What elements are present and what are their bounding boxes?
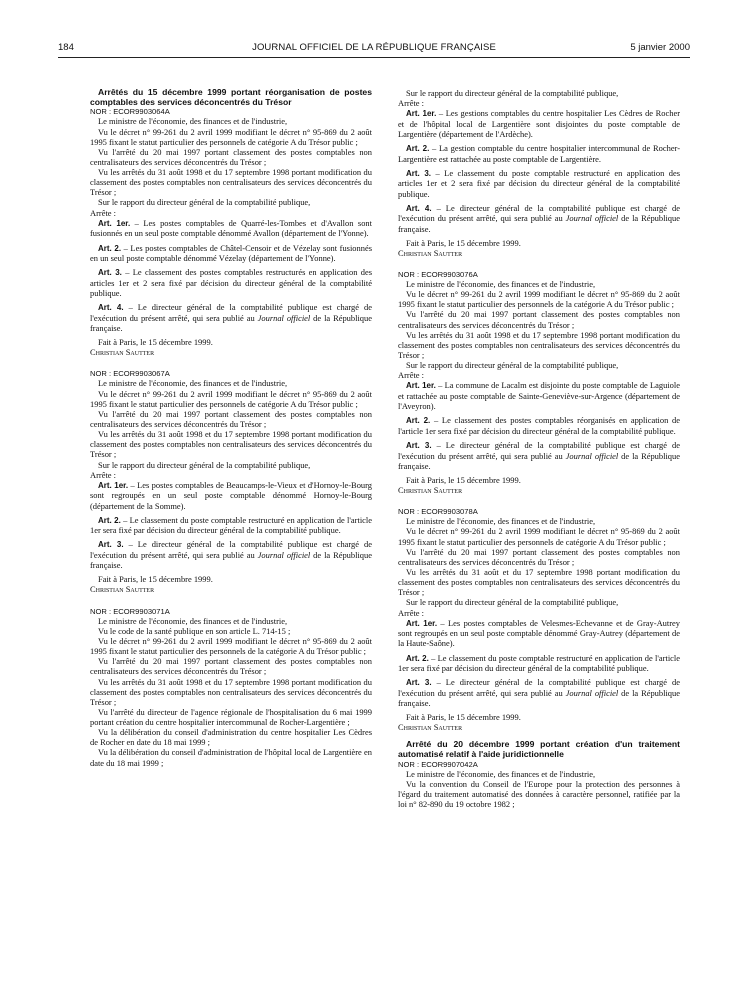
article-text: – Le directeur général de la comptabilité publique est chargé de l'exécution du présent arrêté, qui sera publié au [90,302,372,323]
paragraph: Sur le rapport du directeur général de la comptabilité publique, [406,88,619,98]
paragraph: Vu les arrêtés du 31 août et du 17 septembre 1998 portant modification du classement des postes comptables non centralisateurs des services déconcentrés du Trésor ; [398,567,680,598]
nor-reference: NOR : ECOR9903064A [90,107,170,117]
article [398,380,680,411]
paragraph: Sur le rapport du directeur général de la comptabilité publique, [98,197,311,208]
paragraph: Vu l'arrêté du 20 mai 1997 portant classement des postes comptables non centralisateurs des services déconcentrés du Trésor ; [90,408,372,429]
paragraph: Vu l'arrêté du 20 mai 1997 portant classement des postes comptables non centralisateurs des services déconcentrés du Trésor ; [90,146,372,167]
signature: Christian Sautter [90,347,155,358]
paragraph: Vu le décret n° 99-261 du 2 avril 1999 modifiant le décret n° 95-869 du 2 août 1995 fixant le statut particulier des personnels de catégorie A du Trésor public ; [90,388,372,409]
article-text: – La gestion comptable du centre hospitalier intercommunal de Rocher-Largentière est rattachée au poste comptable de Largentière. [398,143,681,164]
article [398,618,680,649]
article-label: Art. 2. [406,653,429,663]
arrete-heading: Arrête : [398,607,425,618]
journal-officiel-italic: Journal officiel [257,312,311,323]
paragraph: Le ministre de l'économie, des finances et de l'industrie, [406,768,596,779]
article-label: Art. 3. [406,678,432,688]
paragraph: Vu le décret n° 99-261 du 2 avril 1999 modifiant le décret n° 95-869 du 2 août 1995 fixant le statut particulier des personnels de la catégorie A du Trésor public ; [398,289,680,310]
signature: Christian Sautter [398,485,463,496]
article-text: – Les postes comptables de Beaucamps-le-Vieux et d'Hornoy-le-Bourg sont regroupés en un seul poste comptable dénommé Hornoy-le-Bourg (département de la Somme). [90,479,373,511]
signature: Christian Sautter [398,247,463,258]
paragraph: Vu le décret n° 99-261 du 2 avril 1999 modifiant le décret n° 95-869 du 2 août 1995 fixant le statut particulier des personnels de catégorie A du Trésor public ; [90,126,372,147]
article [398,440,680,471]
article-text: de la République française. [90,312,372,333]
journal-officiel-italic: Journal officiel [565,450,619,461]
paragraph: Le ministre de l'économie, des finances et de l'industrie, [406,516,596,527]
journal-officiel-italic: Journal officiel [565,687,619,698]
article [90,302,372,333]
signing-place-date: Fait à Paris, le 15 décembre 1999. [406,712,521,723]
article-label: Art. 1er. [406,618,438,628]
article-text: – Le classement du poste comptable restructuré en application de l'article 1er sera fixé par décision du directeur général de la comptabilité publique. [398,652,680,674]
article-text: – Les postes comptables de Châtel-Censoir et de Vézelay sont fusionnés en un seul poste comptable dénommé Vézelay (département de l'Yonne). [90,242,372,264]
article-label: Art. 1er. [98,218,131,228]
nor-reference: NOR : ECOR9903078A [398,507,478,517]
article [398,677,680,708]
article [90,243,372,264]
signature: Christian Sautter [398,722,463,733]
signing-place-date: Fait à Paris, le 15 décembre 1999. [406,474,521,485]
paragraph: Vu l'arrêté du 20 mai 1997 portant classement des postes comptables non centralisateurs des services déconcentrés du Trésor ; [398,546,680,567]
journal-officiel-italic: Journal officiel [565,213,619,224]
article-label: Art. 4. [98,303,124,313]
nor-reference: NOR : ECOR9903076A [398,269,478,279]
article [90,539,372,570]
paragraph: Sur le rapport du directeur général de la comptabilité publique, [98,459,311,470]
article-label: Art. 4. [406,203,432,213]
paragraph: Vu le code de la santé publique en son article L. 714-15 ; [98,625,291,636]
page-number: 184 [58,42,74,53]
paragraph: Le ministre de l'économie, des finances et de l'industrie, [98,378,288,389]
article-label: Art. 3. [98,268,122,278]
paragraph: Vu les arrêtés du 31 août 1998 et du 17 septembre 1998 portant modification du classement des postes comptables non centralisateurs des services déconcentrés du Trésor ; [398,329,680,361]
paragraph: Sur le rapport du directeur général de la comptabilité publique, [406,360,619,371]
article-text: de la République française. [398,687,680,709]
paragraph: Vu le décret n° 99-261 du 2 avril 1999 modifiant le décret n° 95-869 du 2 août 1995 fixant le statut particulier des personnels de catégorie A du Trésor public ; [398,526,680,547]
nor-reference: NOR : ECOR9907042A [398,759,478,769]
article-label: Art. 2. [98,243,122,253]
signing-place-date: Fait à Paris, le 15 décembre 1999. [406,237,521,248]
journal-officiel-italic: Journal officiel [257,549,311,560]
article-label: Art. 3. [98,540,124,550]
article-label: Art. 2. [406,144,430,154]
arrete-heading: Arrête : [90,469,117,480]
article [398,143,680,164]
article-text: de la République française. [398,213,680,234]
article-label: Art. 1er. [406,109,437,119]
paragraph: Sur le rapport du directeur général de la comptabilité publique, [406,597,619,608]
paragraph: Vu les arrêtés du 31 août 1998 et du 17 septembre 1998 portant modification du classement des postes comptables non centralisateurs des services déconcentrés du Trésor ; [90,167,372,198]
paragraph: Le ministre de l'économie, des finances et de l'industrie, [406,279,596,290]
signing-place-date: Fait à Paris, le 15 décembre 1999. [98,336,213,347]
decree-title: Arrêté du 20 décembre 1999 portant création d'un traitement automatisé relatif à l'aide juridictionnelle [398,739,680,760]
article-label: Art. 3. [406,168,432,178]
article-text: – Le directeur général de la comptabilité publique est chargé de l'exécution du présent arrêté, qui sera publié au [90,539,372,560]
article [398,653,680,674]
right-column [398,88,680,809]
article [90,218,372,239]
running-header [58,42,690,56]
paragraph: Vu la délibération du conseil d'administration de l'hôpital local de Largentière en date du 18 mai 1999 ; [90,747,372,768]
paragraph: Vu la convention du Conseil de l'Europe pour la protection des personnes à l'égard du traitement automatisé des données à caractère personnel, ratifiée par la loi n° 82-890 du 19 octobre 1982 ; [398,778,680,810]
paragraph: Vu l'arrêté du 20 mai 1997 portant classement des postes comptables non centralisateurs des services déconcentrés du Trésor ; [398,309,680,330]
paragraph: Vu les arrêtés du 31 août 1998 et du 17 septembre 1998 portant modification du classement des postes comptables non centralisateurs des services déconcentrés du Trésor ; [90,429,372,460]
paragraph: Le ministre de l'économie, des finances et de l'industrie, [98,116,288,127]
article-text: – Les postes comptables de Quarré-les-Tombes et d'Avallon sont fusionnés en un seul poste comptable dénommé Avallon (département de l'Yonne). [90,217,372,239]
article-label: Art. 3. [406,441,432,451]
arrete-heading: Arrête : [90,207,117,218]
signing-place-date: Fait à Paris, le 15 décembre 1999. [98,574,213,585]
paragraph: Vu le décret n° 99-261 du 2 avril 1999 modifiant le décret n° 95-869 du 2 août 1995 fixant le statut particulier des personnels de la catégorie A du Trésor public ; [90,635,372,657]
article-label: Art. 1er. [98,480,129,490]
paragraph: Vu l'arrêté du directeur de l'agence régionale de l'hospitalisation du 6 mai 1999 portant création du centre hospitalier intercommunal de Rocher-Largentière ; [90,706,372,728]
article [90,515,372,536]
article-label: Art. 2. [98,515,121,525]
signature: Christian Sautter [90,584,155,595]
article-text: – Les gestions comptables du centre hospitalier Les Cèdres de Rocher et de l'hôpital local de Largentière sont disjointes du poste comptable de Largentière (département de l'Ardèche). [398,108,681,140]
paragraph: Vu les arrêtés du 31 août 1998 et du 17 septembre 1998 portant modification du classement des postes comptables non centralisateurs des services déconcentrés du Trésor ; [90,676,372,707]
left-column [90,88,372,768]
paragraph: Vu l'arrêté du 20 mai 1997 portant classement des postes comptables non centralisateurs des services déconcentrés du Trésor ; [90,656,372,677]
article [90,267,372,298]
article [398,108,680,139]
article-text: – Le classement des postes comptables restructurés en application des articles 1er et 2 sera fixé par décision du directeur général de la comptabilité publique. [90,267,373,298]
article-text: – Le classement du poste comptable restructuré en application des articles 1er et 2 sera fixé par décision du directeur général de la comptabilité publique. [398,167,681,199]
arrete-heading: Arrête : [398,370,425,381]
article-text: – Le classement des postes comptables réorganisés en application de l'article 1er sera fixé par décision du directeur général de la comptabilité publique. [398,415,680,436]
article-text: – La commune de Lacalm est disjointe du poste comptable de Laguiole et rattachée au poste comptable de Sainte-Geneviève-sur-Argence (département de l'Aveyron). [398,380,680,412]
paragraph: Vu la délibération du conseil d'administration du centre hospitalier Les Cèdres de Rocher en date du 18 mai 1999 ; [90,727,372,748]
article-text: – Le directeur général de la comptabilité publique est chargé de l'exécution du présent arrêté, qui sera publié au [398,677,680,698]
journal-title: JOURNAL OFFICIEL DE LA RÉPUBLIQUE FRANÇAISE [252,42,496,53]
article-label: Art. 1er. [406,381,436,391]
article [398,415,680,436]
article [398,168,680,199]
article [398,203,680,234]
header-rule [58,57,690,58]
decree-title: Arrêtés du 15 décembre 1999 portant réorganisation de postes comptables des services déconcentrés du Trésor [90,87,372,107]
article-text: de la République française. [90,549,372,571]
arrete-heading: Arrête : [398,98,425,109]
paragraph: Le ministre de l'économie, des finances et de l'industrie, [98,615,288,626]
article [90,480,372,511]
article-text: – Les postes comptables de Velesmes-Echevanne et de Gray-Autrey sont regroupés en un seul poste comptable dénommé Gray-Autrey (département de la Haute-Saône). [398,617,680,649]
article-label: Art. 2. [406,416,431,426]
nor-reference: NOR : ECOR9903067A [90,369,170,379]
article-text: de la République française. [398,450,680,471]
article-text: – Le directeur général de la comptabilité publique est chargé de l'exécution du présent arrêté, qui sera publié au [398,440,680,461]
article-text: – Le classement du poste comptable restructuré en application de l'article 1er sera fixé par décision du directeur général de la comptabilité publique. [90,514,372,536]
nor-reference: NOR : ECOR9903071A [90,606,170,616]
issue-date: 5 janvier 2000 [630,42,690,53]
article-text: – Le directeur général de la comptabilité publique est chargé de l'exécution du présent arrêté, qui sera publié au [398,202,680,224]
